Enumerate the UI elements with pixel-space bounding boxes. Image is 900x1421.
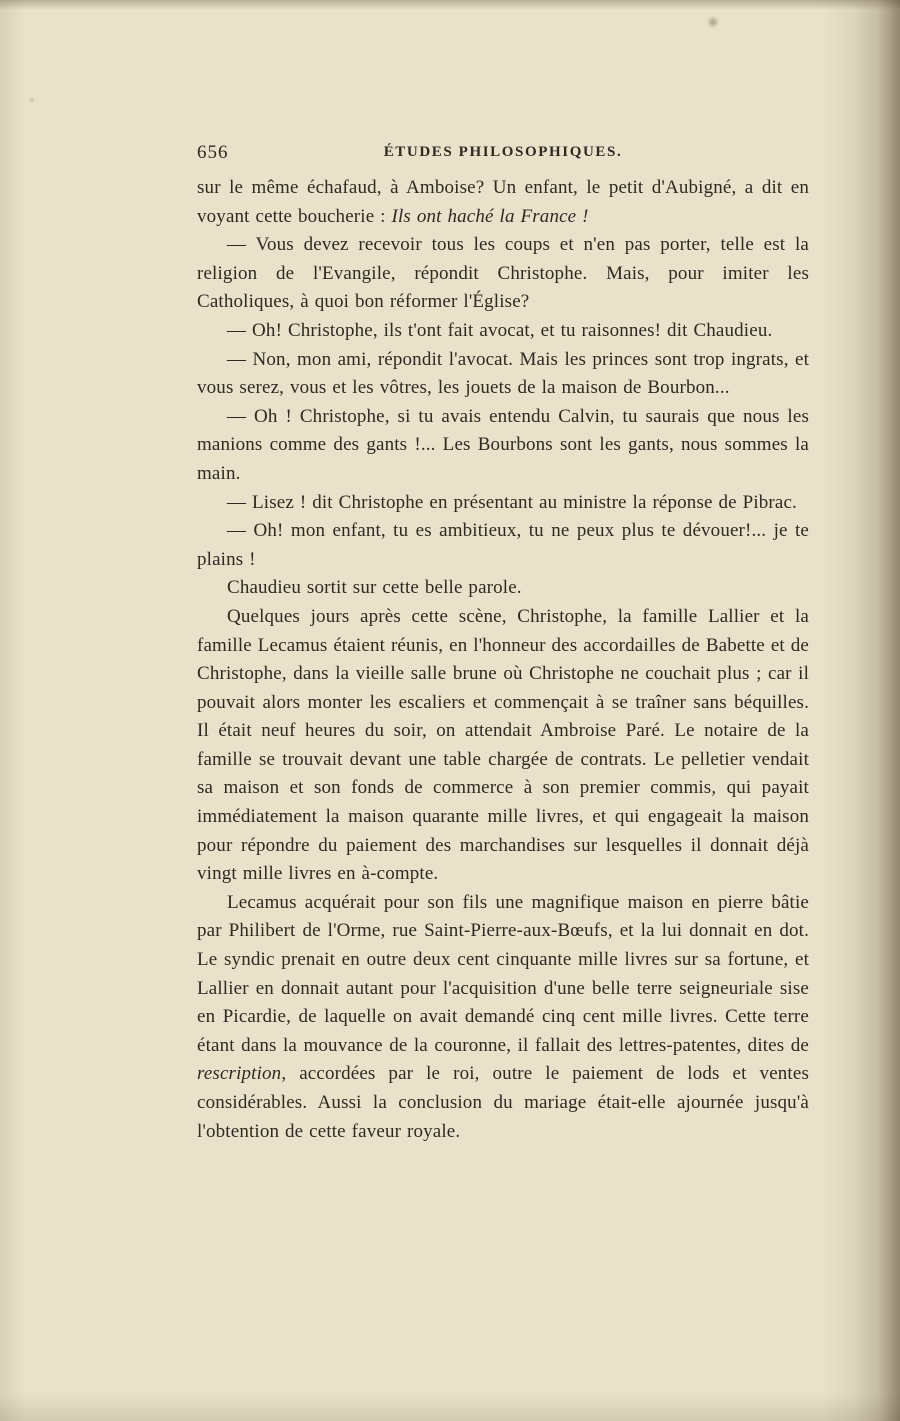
paragraph: [197, 889, 809, 1146]
paragraph: [197, 346, 809, 403]
text-segment: — Vous devez recevoir tous les coups et n'en pas porter, telle est la religion de l'Evangile, répondit Christophe. Mais, pour imiter les Catholiques, à quoi bon réformer l'Église?: [197, 234, 809, 313]
paragraph: [197, 231, 809, 317]
paragraph: [197, 603, 809, 889]
running-title: ÉTUDES PHILOSOPHIQUES.: [383, 144, 623, 160]
text-segment: — Oh ! Christophe, si tu avais entendu Calvin, tu saurais que nous les manions comme des gants !... Les Bourbons sont les gants, nous sommes la main.: [197, 405, 809, 484]
text-segment: accordées par le roi, outre le paiement de lods et ventes considérables. Aussi la conclusion du mariage était-elle ajournée jusqu'à l'obtention de cette faveur royale.: [197, 1063, 809, 1142]
paragraph: [197, 403, 809, 489]
page-number: 656: [197, 142, 229, 163]
paragraph: [197, 489, 809, 518]
text-block: [197, 174, 809, 1146]
paragraph: [197, 574, 809, 603]
paragraph: [197, 517, 809, 574]
paragraph: [197, 174, 809, 231]
text-segment: — Oh! Christophe, ils t'ont fait avocat, et tu raisonnes! dit Chaudieu.: [227, 319, 773, 341]
text-segment: — Oh! mon enfant, tu es ambitieux, tu ne peux plus te dévouer!... je te plains !: [197, 520, 809, 570]
text-segment: — Non, mon ami, répondit l'avocat. Mais les princes sont trop ingrats, et vous serez, vous et les vôtres, les jouets de la maison de Bourbon...: [197, 348, 809, 399]
text-segment: sur le même échafaud, à Amboise? Un enfant, le petit d'Aubigné, a dit en voyant cette boucherie :: [197, 177, 809, 227]
page-content: [197, 140, 809, 1146]
text-segment: — Lisez ! dit Christophe en présentant au ministre la réponse de Pibrac.: [227, 491, 797, 513]
paragraph: [197, 317, 809, 346]
italic-text: Ils ont haché la France !: [391, 205, 589, 227]
italic-text: rescription,: [197, 1063, 287, 1085]
text-segment: Quelques jours après cette scène, Christophe, la famille Lallier et la famille Lecamus étaient réunis, en l'honneur des accordailles de Babette et de Christophe, dans la vieille salle brune où Christophe ne couchait plus ; car il pouvait alors monter les escaliers et commençait à se traîner sans béquilles. Il était neuf heures du soir, on attendait Ambroise Paré. Le notaire de la famille se trouvait devant une table chargée de contrats. Le pelletier vendait sa maison et son fonds de commerce à son premier commis, qui payait immédiatement la maison quarante mille livres, et qui engageait la maison pour répondre du paiement des marchandises sur lesquelles il donnait déjà vingt mille livres en à-compte.: [197, 605, 809, 885]
page-header: [197, 140, 809, 172]
text-segment: Chaudieu sortit sur cette belle parole.: [227, 577, 522, 599]
text-segment: Lecamus acquérait pour son fils une magnifique maison en pierre bâtie par Philibert de l'Orme, rue Saint-Pierre-aux-Bœufs, et la lui donnait en dot. Le syndic prenait en outre deux cent cinquante mille livres sur sa fortune, et Lallier en donnait autant pour l'acquisition d'une belle terre seigneuriale sise en Picardie, de laquelle on avait demandé cinq cent mille livres. Cette terre étant dans la mouvance de la couronne, il fallait des lettres-patentes, dites de: [197, 891, 809, 1056]
